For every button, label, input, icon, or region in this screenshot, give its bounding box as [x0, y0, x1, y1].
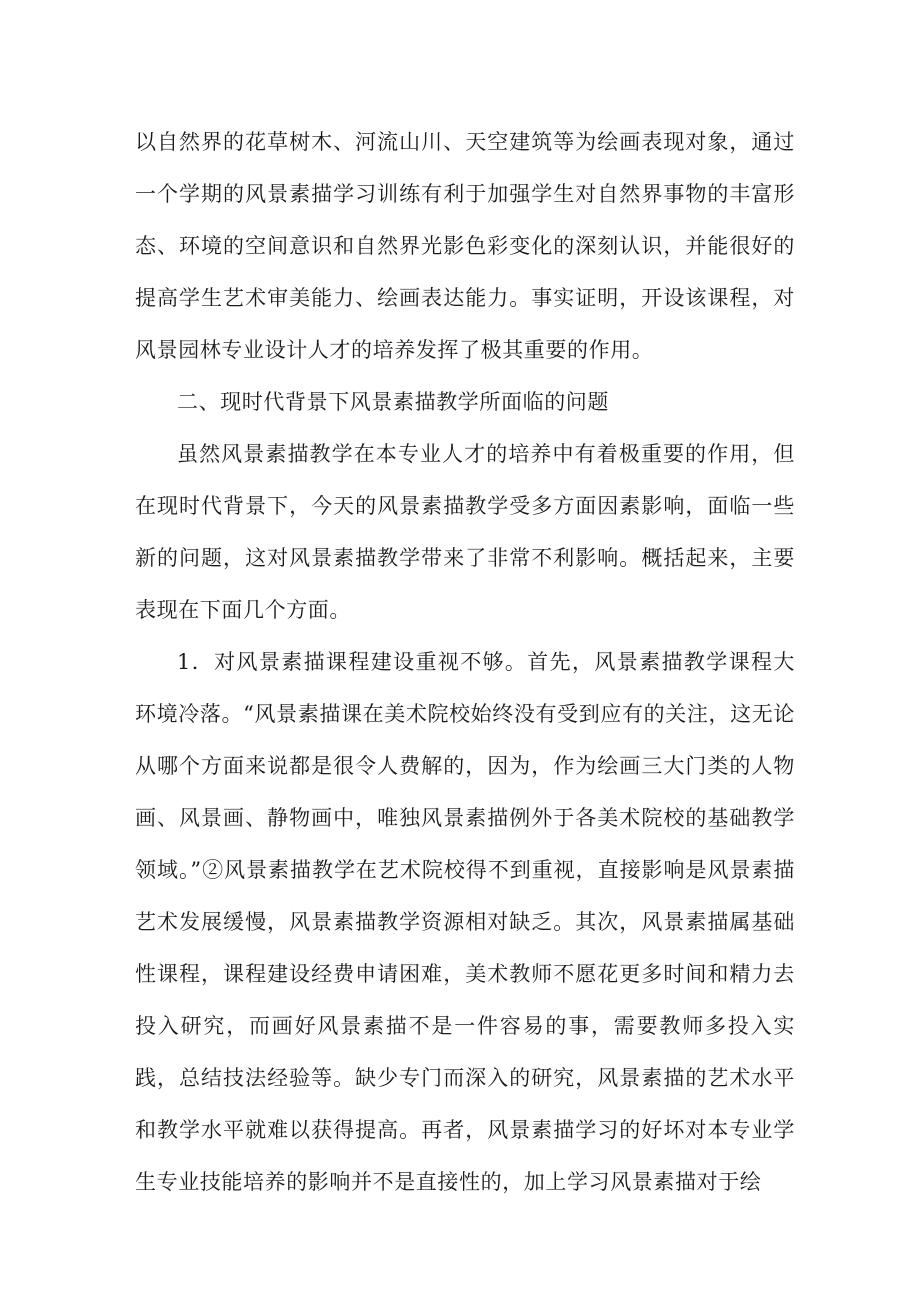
- paragraph-intro-problems: 虽然风景素描教学在本专业人才的培养中有着极重要的作用，但在现时代背景下，今天的风景素描教学受多方面因素影响，面临一些新的问题，这对风景素描教学带来了非常不利影响。概括起来，主要表现在下面几个方面。: [135, 442, 795, 622]
- paragraph-point-1: 1．对风景素描课程建设重视不够。首先，风景素描教学课程大环境冷落。“风景素描课在美术院校始终没有受到应有的关注，这无论从哪个方面来说都是很令人费解的，因为，作为绘画三大门类的人物画、风景画、静物画中，唯独风景素描例外于各美术院校的基础教学领域。”②风景素描教学在艺术院校得不到重视，直接影响是风景素描艺术发展缓慢，风景素描教学资源相对缺乏。其次，风景素描属基础性课程，课程建设经费申请困难，美术教师不愿花更多时间和精力去投入研究，而画好风景素描不是一件容易的事，需要教师多投入实践，总结技法经验等。缺少专门而深入的研究，风景素描的艺术水平和教学水平就难以获得提高。再者，风景素描学习的好坏对本专业学生专业技能培养的影响并不是直接性的，加上学习风景素描对于绘: [135, 650, 795, 1194]
- section-heading: 二、现时代背景下风景素描教学所面临的问题: [177, 390, 609, 414]
- paragraph-continuation: 以自然界的花草树木、河流山川、天空建筑等为绘画表现对象，通过一个学期的风景素描学习训练有利于加强学生对自然界事物的丰富形态、环境的空间意识和自然界光影色彩变化的深刻认识，并能很好的提高学生艺术审美能力、绘画表达能力。事实证明，开设该课程，对风景园林专业设计人才的培养发挥了极其重要的作用。: [135, 130, 795, 362]
- document-body: [135, 116, 795, 1208]
